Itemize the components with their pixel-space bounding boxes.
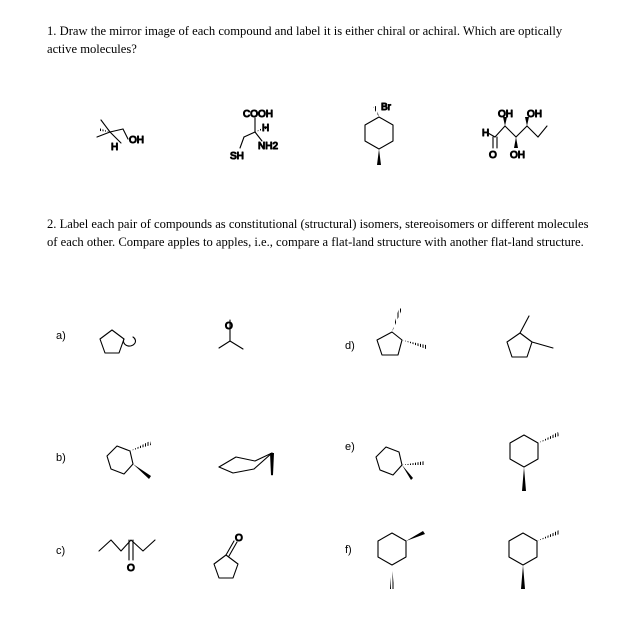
pair-label-e: e) — [345, 441, 355, 453]
pair-e-structure-1 — [376, 447, 425, 480]
nh2-label: NH2 — [258, 141, 279, 152]
oh-label-4: OH — [510, 150, 525, 161]
question-1-text: 1. Draw the mirror image of each compound and label it is either chiral or achiral. Which are optically active molecules? — [47, 24, 563, 56]
o-label-3: O — [127, 563, 135, 574]
oh-label-3: OH — [527, 109, 542, 120]
cooh-label: COOH — [243, 109, 273, 120]
pair-label-c: c) — [56, 545, 66, 557]
question-2-text: 2. Label each pair of compounds as constitutional (structural) isomers, stereoisomers or different molecules of each other. Compare apples to apples, i.e., compare a flat-land structure with another flat-land structure. — [47, 217, 589, 249]
oh-label-1: OH — [129, 135, 144, 146]
pair-c-structure-1 — [99, 540, 155, 560]
pair-f-structure-2 — [509, 530, 560, 589]
pair-c-structure-2 — [214, 541, 240, 578]
pair-f-structure-1 — [378, 531, 425, 589]
pair-e-structure-2 — [510, 432, 559, 491]
o-label-4: O — [235, 533, 243, 544]
pair-label-d: d) — [345, 340, 355, 352]
sh-label: SH — [230, 151, 244, 162]
molecule-1-alcohol — [97, 120, 128, 143]
oh-label-2: OH — [498, 109, 513, 120]
pair-b-structure-1 — [107, 441, 151, 479]
pair-d-structure-1 — [377, 308, 426, 355]
pair-d-structure-2 — [507, 316, 553, 357]
molecule-4-sugar — [488, 117, 547, 148]
h-label-2: H — [262, 123, 270, 134]
pair-label-a: a) — [56, 330, 66, 342]
br-label: Br — [381, 102, 391, 113]
h-label-3: H — [482, 128, 490, 139]
pair-a-structure-1 — [100, 330, 135, 353]
o-label-1: O — [489, 150, 497, 161]
o-label-2: O — [225, 321, 233, 332]
h-label-1: H — [111, 142, 119, 153]
pair-label-b: b) — [56, 452, 66, 464]
pair-label-f: f) — [345, 544, 352, 556]
molecule-3-bromocyclohexane — [365, 106, 393, 165]
pair-b-structure-2-chair — [219, 453, 274, 475]
